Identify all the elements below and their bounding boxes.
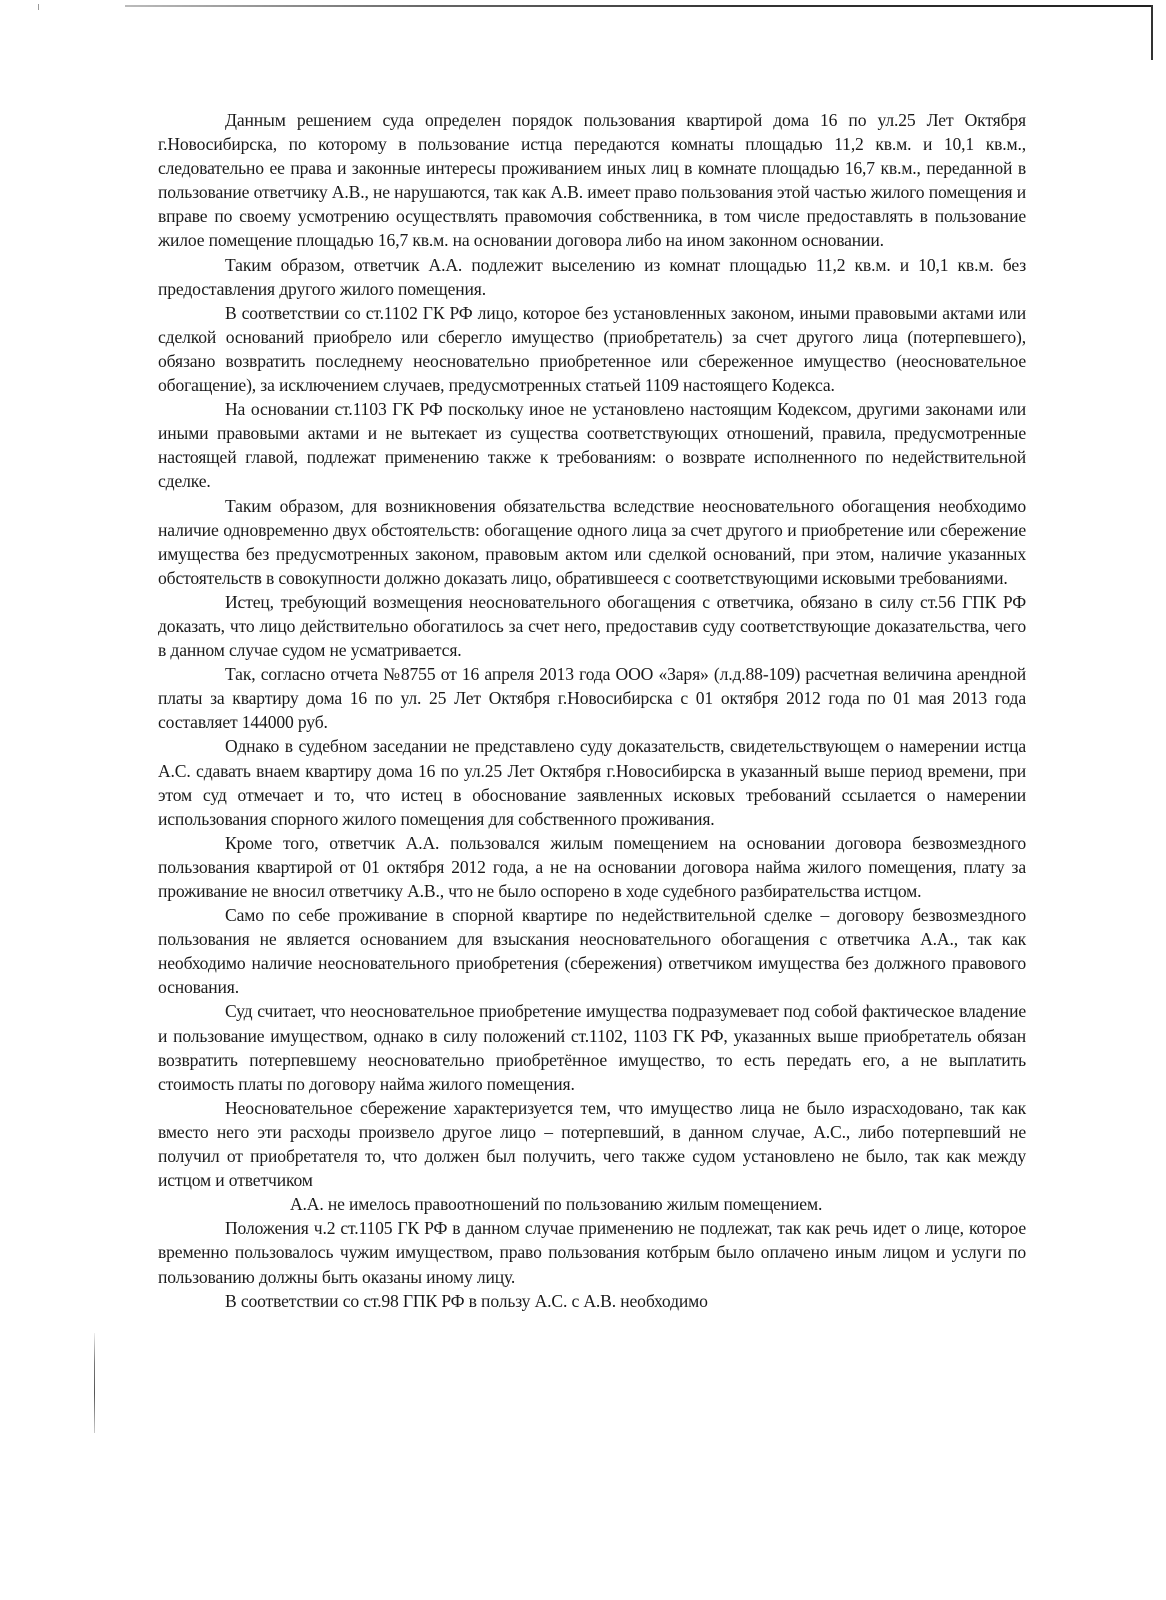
no-relations-text: А.А. не имелось правоотношений по пользованию жилым помещением. — [290, 1194, 823, 1215]
paragraph-court-opinion: Суд считает, что неосновательное приобретение имущества подразумевает под собой фактическое владение и пользование имуществом, однако в силу положений ст.1102, 1103 ГК РФ, указанных выше приобретатель обязан возвратить потерпевшему неосновательно приобретённое имущество, то есть передать его, а не выплатить стоимость платы по договору найма жилого помещения. — [158, 1001, 1026, 1094]
paragraph-appraisal-report: Так, согласно отчета №8755 от 16 апреля 2013 года ООО «Заря» (л.д.88-109) расчетная величина арендной платы за квартиру дома 16 по ул. 25 Лет Октября г.Новосибирска с 01 октября 2012 года по 01 мая 2013 года составляет 144000 руб. — [158, 664, 1026, 733]
paragraph-article-98: В соответствии со ст.98 ГПК РФ в пользу А.С. с А.В. необходимо — [225, 1290, 708, 1311]
paragraph-article-1103: На основании ст.1103 ГК РФ поскольку иное не установлено настоящим Кодексом, другими законами или иными правовыми актами и не вытекает из существа соответствующих отношений, правила, предусмотренные настоящей главой, подлежат применению также к требованиям: о возврате исполненного по недействительной сделке. — [158, 399, 1026, 492]
document-page — [158, 108, 1026, 1313]
paragraph-eviction: Таким образом, ответчик А.А. подлежит выселению из комнат площадью 11,2 кв.м. и 10,1 кв.м. без предоставления другого жилого помещения. — [158, 254, 1026, 299]
paragraph-conditions: Таким образом, для возникновения обязательства вследствие неосновательного обогащения необходимо наличие одновременно двух обстоятельств: обогащение одного лица за счет другого и приобретение или сбережение имущества без предусмотренных законом, правовым актом или сделкой оснований, при этом, наличие указанных обстоятельств в совокупности должно доказать лицо, обратившееся с соответствующими исковыми требованиями. — [158, 495, 1026, 588]
paragraph-unjust-saving: Неосновательное сбережение характеризуется тем, что имущество лица не было израсходовано, так как вместо него эти расходы произвело другое лицо – потерпевший, в данном случае, А.С., либо потерпевший не получил от приобретателя то, что должен был получить, чего также судом установлено не было, так как между истцом и ответчиком — [158, 1097, 1026, 1191]
scan-speck — [38, 4, 39, 10]
paragraph-no-relations — [158, 1192, 1026, 1216]
top-border-line — [125, 5, 1153, 7]
paragraph-no-evidence: Однако в судебном заседании не представлено суду доказательств, свидетельствующем о намерении истца А.С. сдавать внаем квартиру дома 16 по ул.25 Лет Октября г.Новосибирска в указанный выше период времени, при этом суд отмечает и то, что истец в обоснование заявленных исковых требований ссылается о намерении использования спорного жилого помещения для собственного проживания. — [158, 736, 1026, 829]
paragraph-order-of-use: Данным решением суда определен порядок пользования квартирой дома 16 по ул.25 Лет Октября г.Новосибирска, по которому в пользование истца передаются комнаты площадью 11,2 кв.м. и 10,1 кв.м., следовательно ее права и законные интересы проживанием иных лиц в комнате площадью 16,7 кв.м., переданной в пользование ответчику А.В., не нарушаются, так как А.В. имеет право пользования этой частью жилого помещения и вправе по своему усмотрению осуществлять правомочия собственника, в том числе предоставлять в пользование жилое помещение площадью 16,7 кв.м. на основании договора либо на ином законном основании. — [158, 110, 1026, 251]
paragraph-free-use-contract: Кроме того, ответчик А.А. пользовался жилым помещением на основании договора безвозмездного пользования квартирой от 01 октября 2012 года, а не на основании договора найма жилого помещения, плату за проживание не вносил ответчику А.В., что не было оспорено в ходе судебного разбирательства истцом. — [158, 832, 1026, 901]
paragraph-article-1105: Положения ч.2 ст.1105 ГК РФ в данном случае применению не подлежат, так как речь идет о лице, которое временно пользовалось чужим имуществом, право пользования котбрым было оплачено иным лицом и услуги по пользованию должны быть оказаны иному лицу. — [158, 1218, 1026, 1287]
paragraph-article-1102: В соответствии со ст.1102 ГК РФ лицо, которое без установленных законом, иными правовыми актами или сделкой оснований приобрело или сберегло имущество (приобретатель) за счет другого лица (потерпевшего), обязано возвратить последнему неосновательно приобретенное или сбереженное имущество (неосновательное обогащение), за исключением случаев, предусмотренных статьей 1109 настоящего Кодекса. — [158, 302, 1026, 396]
margin-scan-mark — [94, 1333, 95, 1433]
paragraph-burden-of-proof: Истец, требующий возмещения неосновательного обогащения с ответчика, обязано в силу ст.56 ГПК РФ доказать, что лицо действительно обогатилось за счет него, предоставив суду соответствующие доказательства, чего в данном случае судом не усматривается. — [158, 591, 1026, 661]
right-border-line — [1151, 5, 1153, 60]
paragraph-invalid-transaction: Само по себе проживание в спорной квартире по недействительной сделке – договору безвозмездного пользования не является основанием для взыскания неосновательного обогащения с ответчика А.А., так как необходимо наличие неосновательного приобретения (сбережения) ответчиком имущества без должного правового основания. — [158, 905, 1026, 998]
